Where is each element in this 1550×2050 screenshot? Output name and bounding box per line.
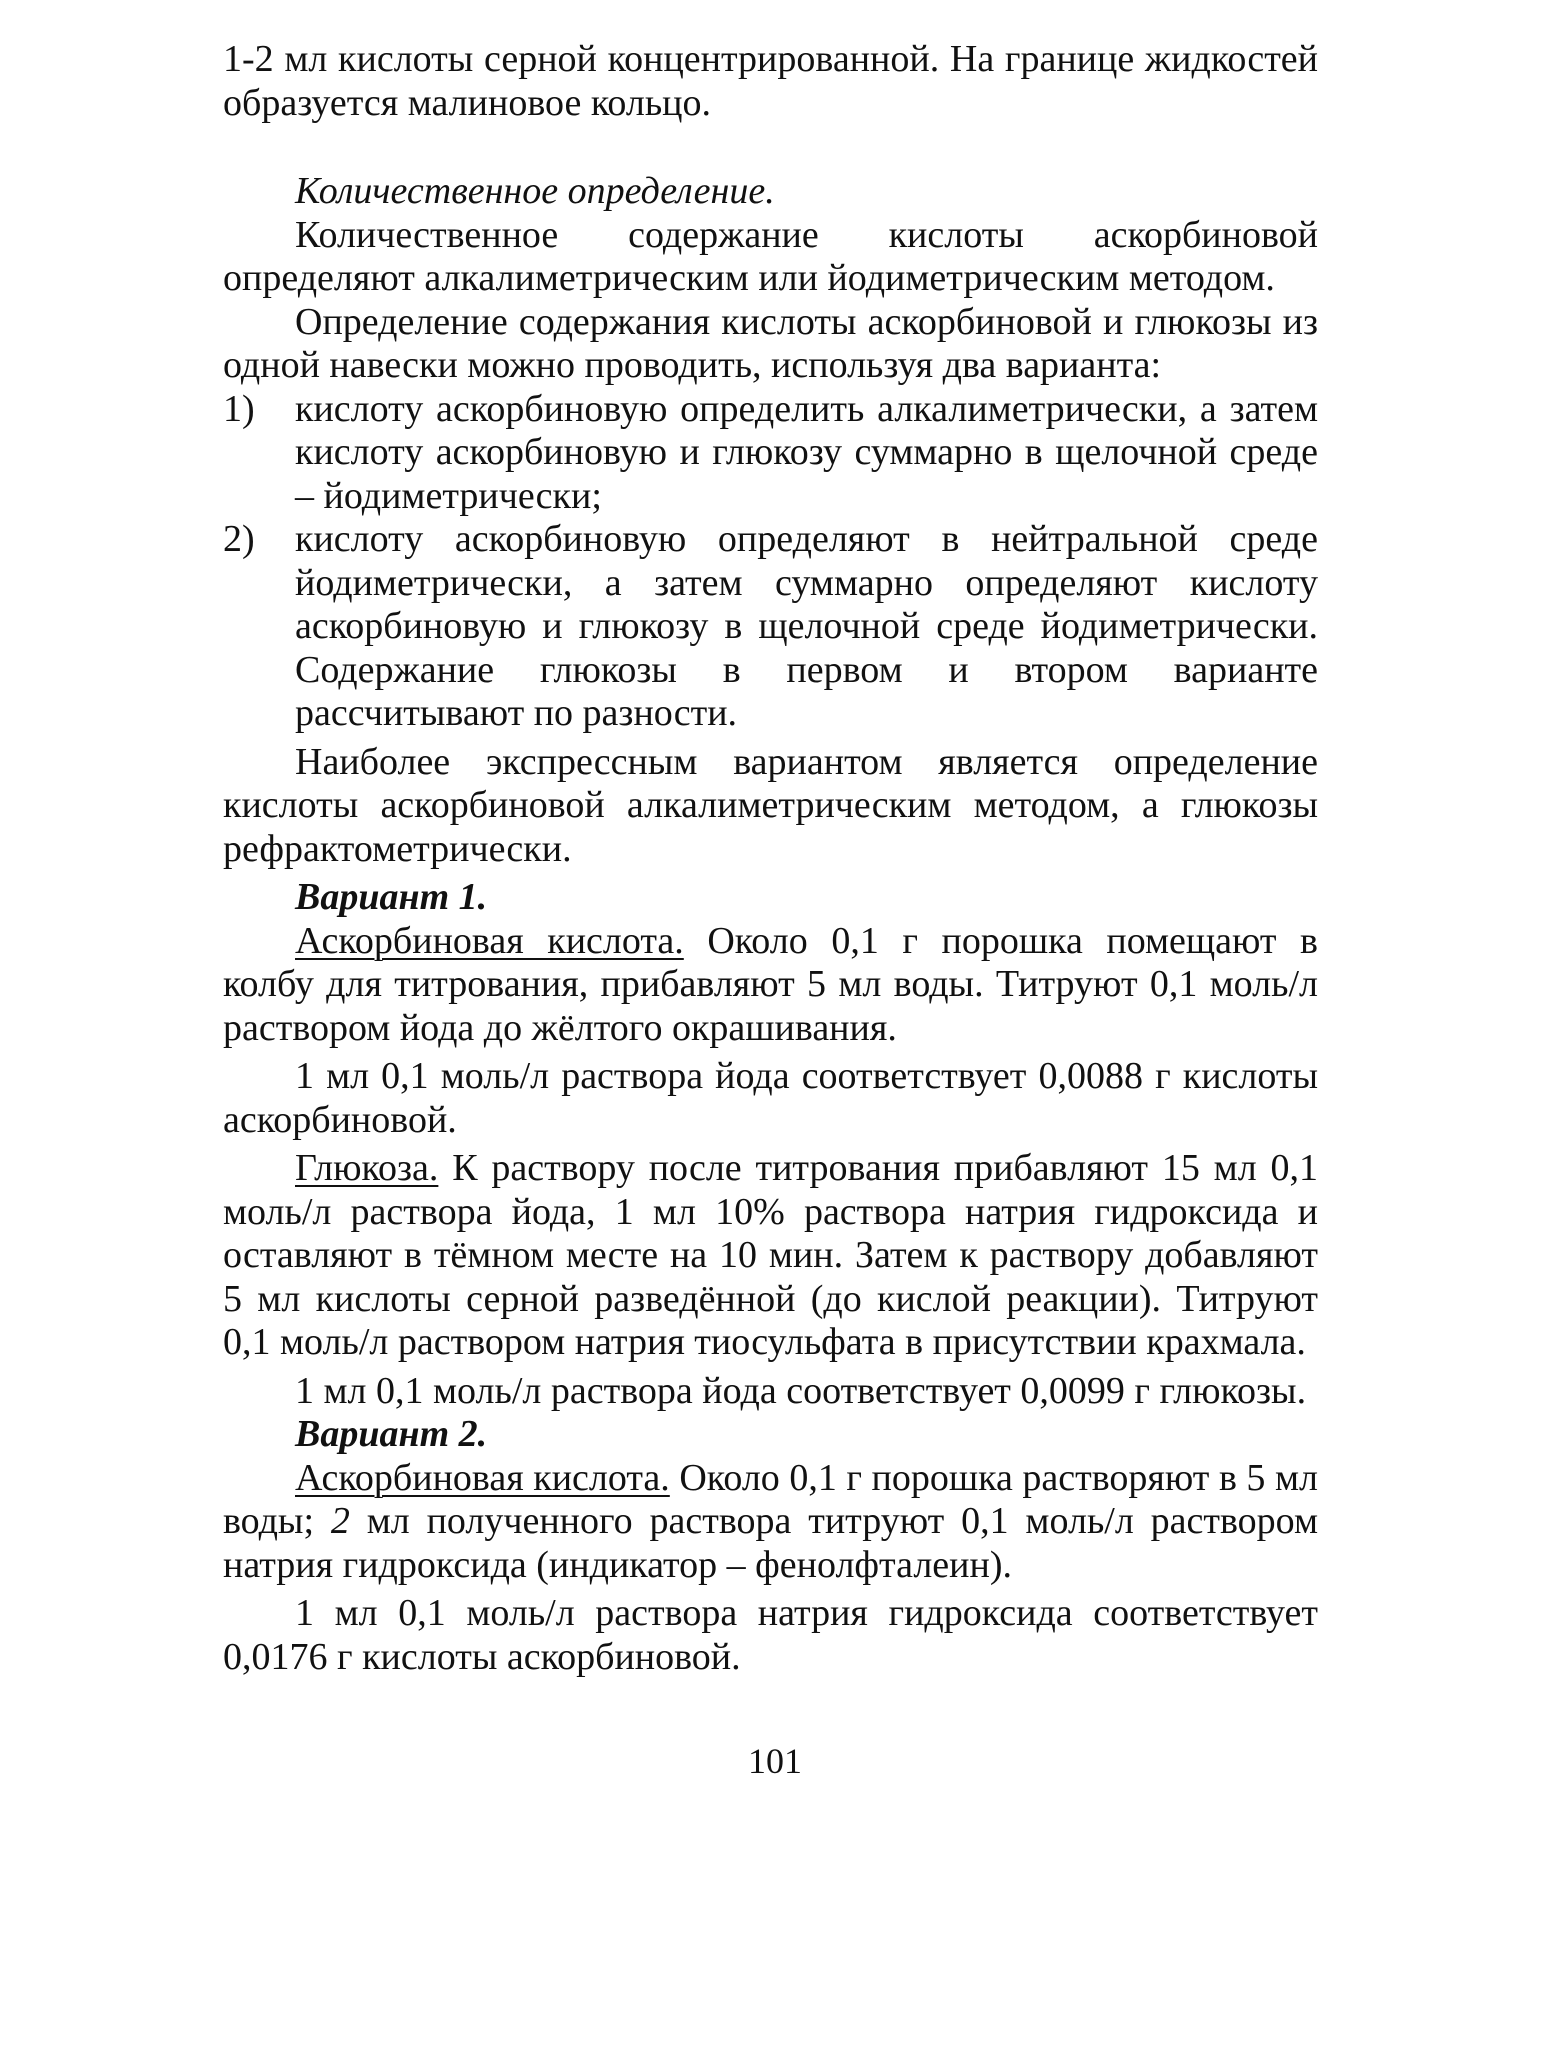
quantitative-paragraph-3: Наиболее экспрессным вариантом является определение кислоты аскорбиновой алкалиметрическим методом, а глюкозы рефрактометрически. (223, 740, 1318, 870)
variant-2-ascorbic-text-italic: 2 (330, 1500, 350, 1542)
variant-1-glucose-paragraph (223, 1147, 1318, 1365)
variant-2-ascorbic-text-a: Около 0,1 г порошка растворяют в 5 мл воды; (223, 1456, 1318, 1542)
variant-1-ascorbic-paragraph (223, 920, 1318, 1051)
list-item (223, 388, 1318, 519)
variant-2-ascorbic-paragraph (223, 1457, 1318, 1588)
variant-2-ascorbic-equivalent: 1 мл 0,1 моль/л раствора натрия гидроксида соответствует 0,0176 г кислоты аскорбиновой. (223, 1592, 1318, 1678)
variant-1-heading: Вариант 1. (295, 876, 488, 918)
page-number: 101 (748, 1741, 802, 1781)
quantitative-paragraph-2: Определение содержания кислоты аскорбиновой и глюкозы из одной навески можно проводить, используя два варианта: (223, 300, 1318, 386)
list-item (223, 518, 1318, 736)
section-heading-quantitative: Количественное определение. (295, 170, 775, 212)
intro-paragraph: 1-2 мл кислоты серной концентрированной. На границе жидкостей образуется малиновое кольцо. (223, 38, 1318, 124)
list-item-number: 2) (223, 518, 255, 560)
variant-2-ascorbic-label: Аскорбиновая кислота. (295, 1456, 670, 1499)
variant-1-glucose-equivalent: 1 мл 0,1 моль/л раствора йода соответствует 0,0099 г глюкозы. (295, 1369, 1307, 1412)
variant-1-glucose-label: Глюкоза. (295, 1147, 439, 1189)
options-list (223, 388, 1318, 736)
list-item-text: кислоту аскорбиновую определить алкалиметрически, а затем кислоту аскорбиновую и глюкозу суммарно в щелочной среде – йодиметрически; (295, 387, 1318, 517)
list-item-text: кислоту аскорбиновую определяют в нейтральной среде йодиметрически, а затем суммарно определяют кислоту аскорбиновую и глюкозу в щелочной среде йодиметрически. Содержание глюкозы в первом и втором варианте рассчитывают по разности. (295, 518, 1318, 734)
quantitative-paragraph-1: Количественное содержание кислоты аскорбиновой определяют алкалиметрическим или йодиметрическим методом. (223, 213, 1318, 299)
variant-2-heading: Вариант 2. (295, 1413, 488, 1455)
variant-1-ascorbic-equivalent: 1 мл 0,1 моль/л раствора йода соответствует 0,0088 г кислоты аскорбиновой. (223, 1055, 1318, 1141)
list-item-number: 1) (223, 387, 255, 430)
variant-1-ascorbic-label: Аскорбиновая кислота. (295, 919, 684, 962)
document-page (223, 38, 1318, 1679)
variant-1-ascorbic-text: Около 0,1 г порошка помещают в колбу для титрования, прибавляют 5 мл воды. Титруют 0,1 моль/л раствором йода до жёлтого окрашивания. (223, 919, 1318, 1049)
variant-2-ascorbic-text-b: мл полученного раствора титруют 0,1 моль/л раствором натрия гидроксида (индикатор – фенолфталеин). (223, 1500, 1318, 1586)
variant-1-glucose-text: К раствору после титрования прибавляют 15 мл 0,1 моль/л раствора йода, 1 мл 10% раствора натрия гидроксида и оставляют в тёмном месте на 10 мин. Затем к раствору добавляют 5 мл кислоты серной разведённой (до кислой реакции). Титруют 0,1 моль/л раствором натрия тиосульфата в присутствии крахмала. (223, 1147, 1318, 1363)
